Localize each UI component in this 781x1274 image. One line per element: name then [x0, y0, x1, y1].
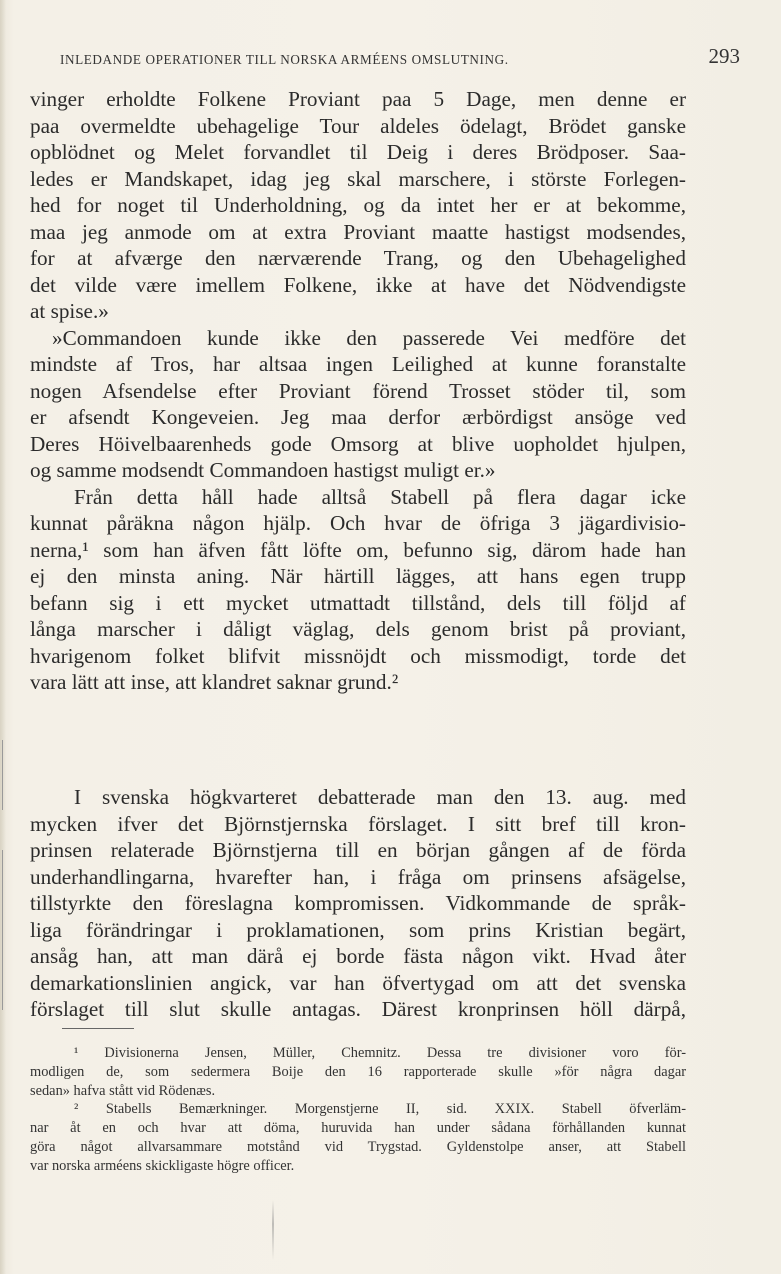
text-line: långa marscher i dåligt väglag, dels genom brist på proviant, [30, 617, 686, 641]
text-line: befann sig i ett mycket utmattadt tillstånd, dels till följd af [30, 590, 686, 615]
text-line: nerna,¹ som han äfven fått löfte om, befunno sig, därom hade han [30, 537, 686, 562]
text-line: for at afværge den nærværende Trang, og den Ubehagelighed [30, 246, 686, 270]
page-header [60, 44, 740, 74]
scan-artifact-line [272, 1200, 274, 1260]
text-line: det vilde være imellem Folkene, ikke at have det Nödvendigste [30, 272, 686, 297]
text-line: kunnat påräkna någon hjälp. Och hvar de öfriga 3 jägardivisio- [30, 511, 686, 535]
text-line: Deres Höivelbaarenheds gode Omsorg at blive uopholdet hjulpen, [30, 431, 686, 456]
main-text-block-1 [30, 86, 686, 696]
margin-mark [2, 740, 3, 810]
margin-mark [2, 850, 3, 1010]
text-line: nogen Afsendelse efter Proviant förend Trosset stöder til, som [30, 378, 686, 403]
text-line: Från detta håll hade alltså Stabell på flera dagar icke [74, 484, 686, 509]
text-line: ej den minsta aning. När härtill lägges, att hans egen trupp [30, 564, 686, 588]
text-line: maa jeg anmode om at extra Proviant maatte hastigst modsendes, [30, 219, 686, 244]
footnote-line: göra något allvarsammare motstånd vid Trygstad. Gyldenstolpe anser, att Stabell [30, 1138, 686, 1155]
text-line: liga förändringar i proklamationen, som prins Kristian begärt, [30, 917, 686, 942]
text-line: ansåg han, att man därå ej borde fästa någon vikt. Hvad åter [30, 944, 686, 968]
text-line: hed for noget til Underholdning, og da intet her er at bekomme, [30, 193, 686, 217]
running-head: INLEDANDE OPERATIONER TILL NORSKA ARMÉENS OMSLUTNING. [60, 52, 509, 67]
text-line: tillstyrkte den föreslagna kompromissen. Vidkommande de språk- [30, 891, 686, 915]
text-line: underhandlingarna, hvarefter han, i fråga om prinsens afsägelse, [30, 864, 686, 889]
text-line: paa overmeldte ubehagelige Tour aldeles ödelagt, Brödet ganske [30, 113, 686, 138]
main-text-block-2 [30, 784, 686, 1023]
text-line: prinsen relaterade Björnstjerna till en början gången af de förda [30, 838, 686, 862]
text-line: er afsendt Kongeveien. Jeg maa derfor ærbördigst ansöge ved [30, 405, 686, 429]
footnote-line: var norska arméens skickligaste högre officer. [30, 1157, 295, 1174]
footnote-line: ¹ Divisionerna Jensen, Müller, Chemnitz. Dessa tre divisioner voro för- [74, 1045, 686, 1061]
text-line: opblödnet og Melet forvandlet til Deig i deres Brödposer. Saa- [30, 140, 686, 164]
footnote-line: sedan» hafva stått vid Rödenæs. [30, 1082, 216, 1099]
text-line: »Commandoen kunde ikke den passerede Vei medföre det [52, 325, 686, 350]
text-line: vara lätt att inse, att klandret saknar grund.² [30, 670, 399, 694]
footnote-line: ² Stabells Bemærkninger. Morgenstjerne II, sid. XXIX. Stabell öfverläm- [74, 1101, 686, 1118]
page-number: 293 [708, 44, 740, 68]
footnotes [30, 1044, 686, 1176]
text-line: hvarigenom folket blifvit missnöjdt och missmodigt, torde det [30, 643, 686, 668]
footnote-divider [62, 1028, 134, 1029]
text-line: at spise.» [30, 299, 109, 323]
spine-shadow [0, 0, 6, 1274]
text-line: mindste af Tros, har altsaa ingen Leilighed at kunne foranstalte [30, 352, 686, 376]
text-line: mycken ifver det Björnstjernska förslaget. I sitt bref till kron- [30, 811, 686, 836]
text-line: vinger erholdte Folkene Proviant paa 5 Dage, men denne er [30, 87, 686, 111]
text-line: I svenska högkvarteret debatterade man den 13. aug. med [74, 785, 686, 809]
text-line: ledes er Mandskapet, idag jeg skal marschere, i störste Forlegen- [30, 166, 686, 191]
footnote-line: modligen de, som sedermera Boije den 16 rapporterade skulle »för några dagar [30, 1063, 686, 1080]
text-line: og samme modsendt Commandoen hastigst muligt er.» [30, 458, 496, 482]
text-line: förslaget till slut skulle antagas. Därest kronprinsen höll därpå, [30, 997, 686, 1021]
footnote-line: nar åt en och hvar att döma, huruvida han under sådana förhållanden kunnat [30, 1120, 686, 1137]
text-line: demarkationslinien angick, var han öfvertygad om att det svenska [30, 970, 686, 995]
